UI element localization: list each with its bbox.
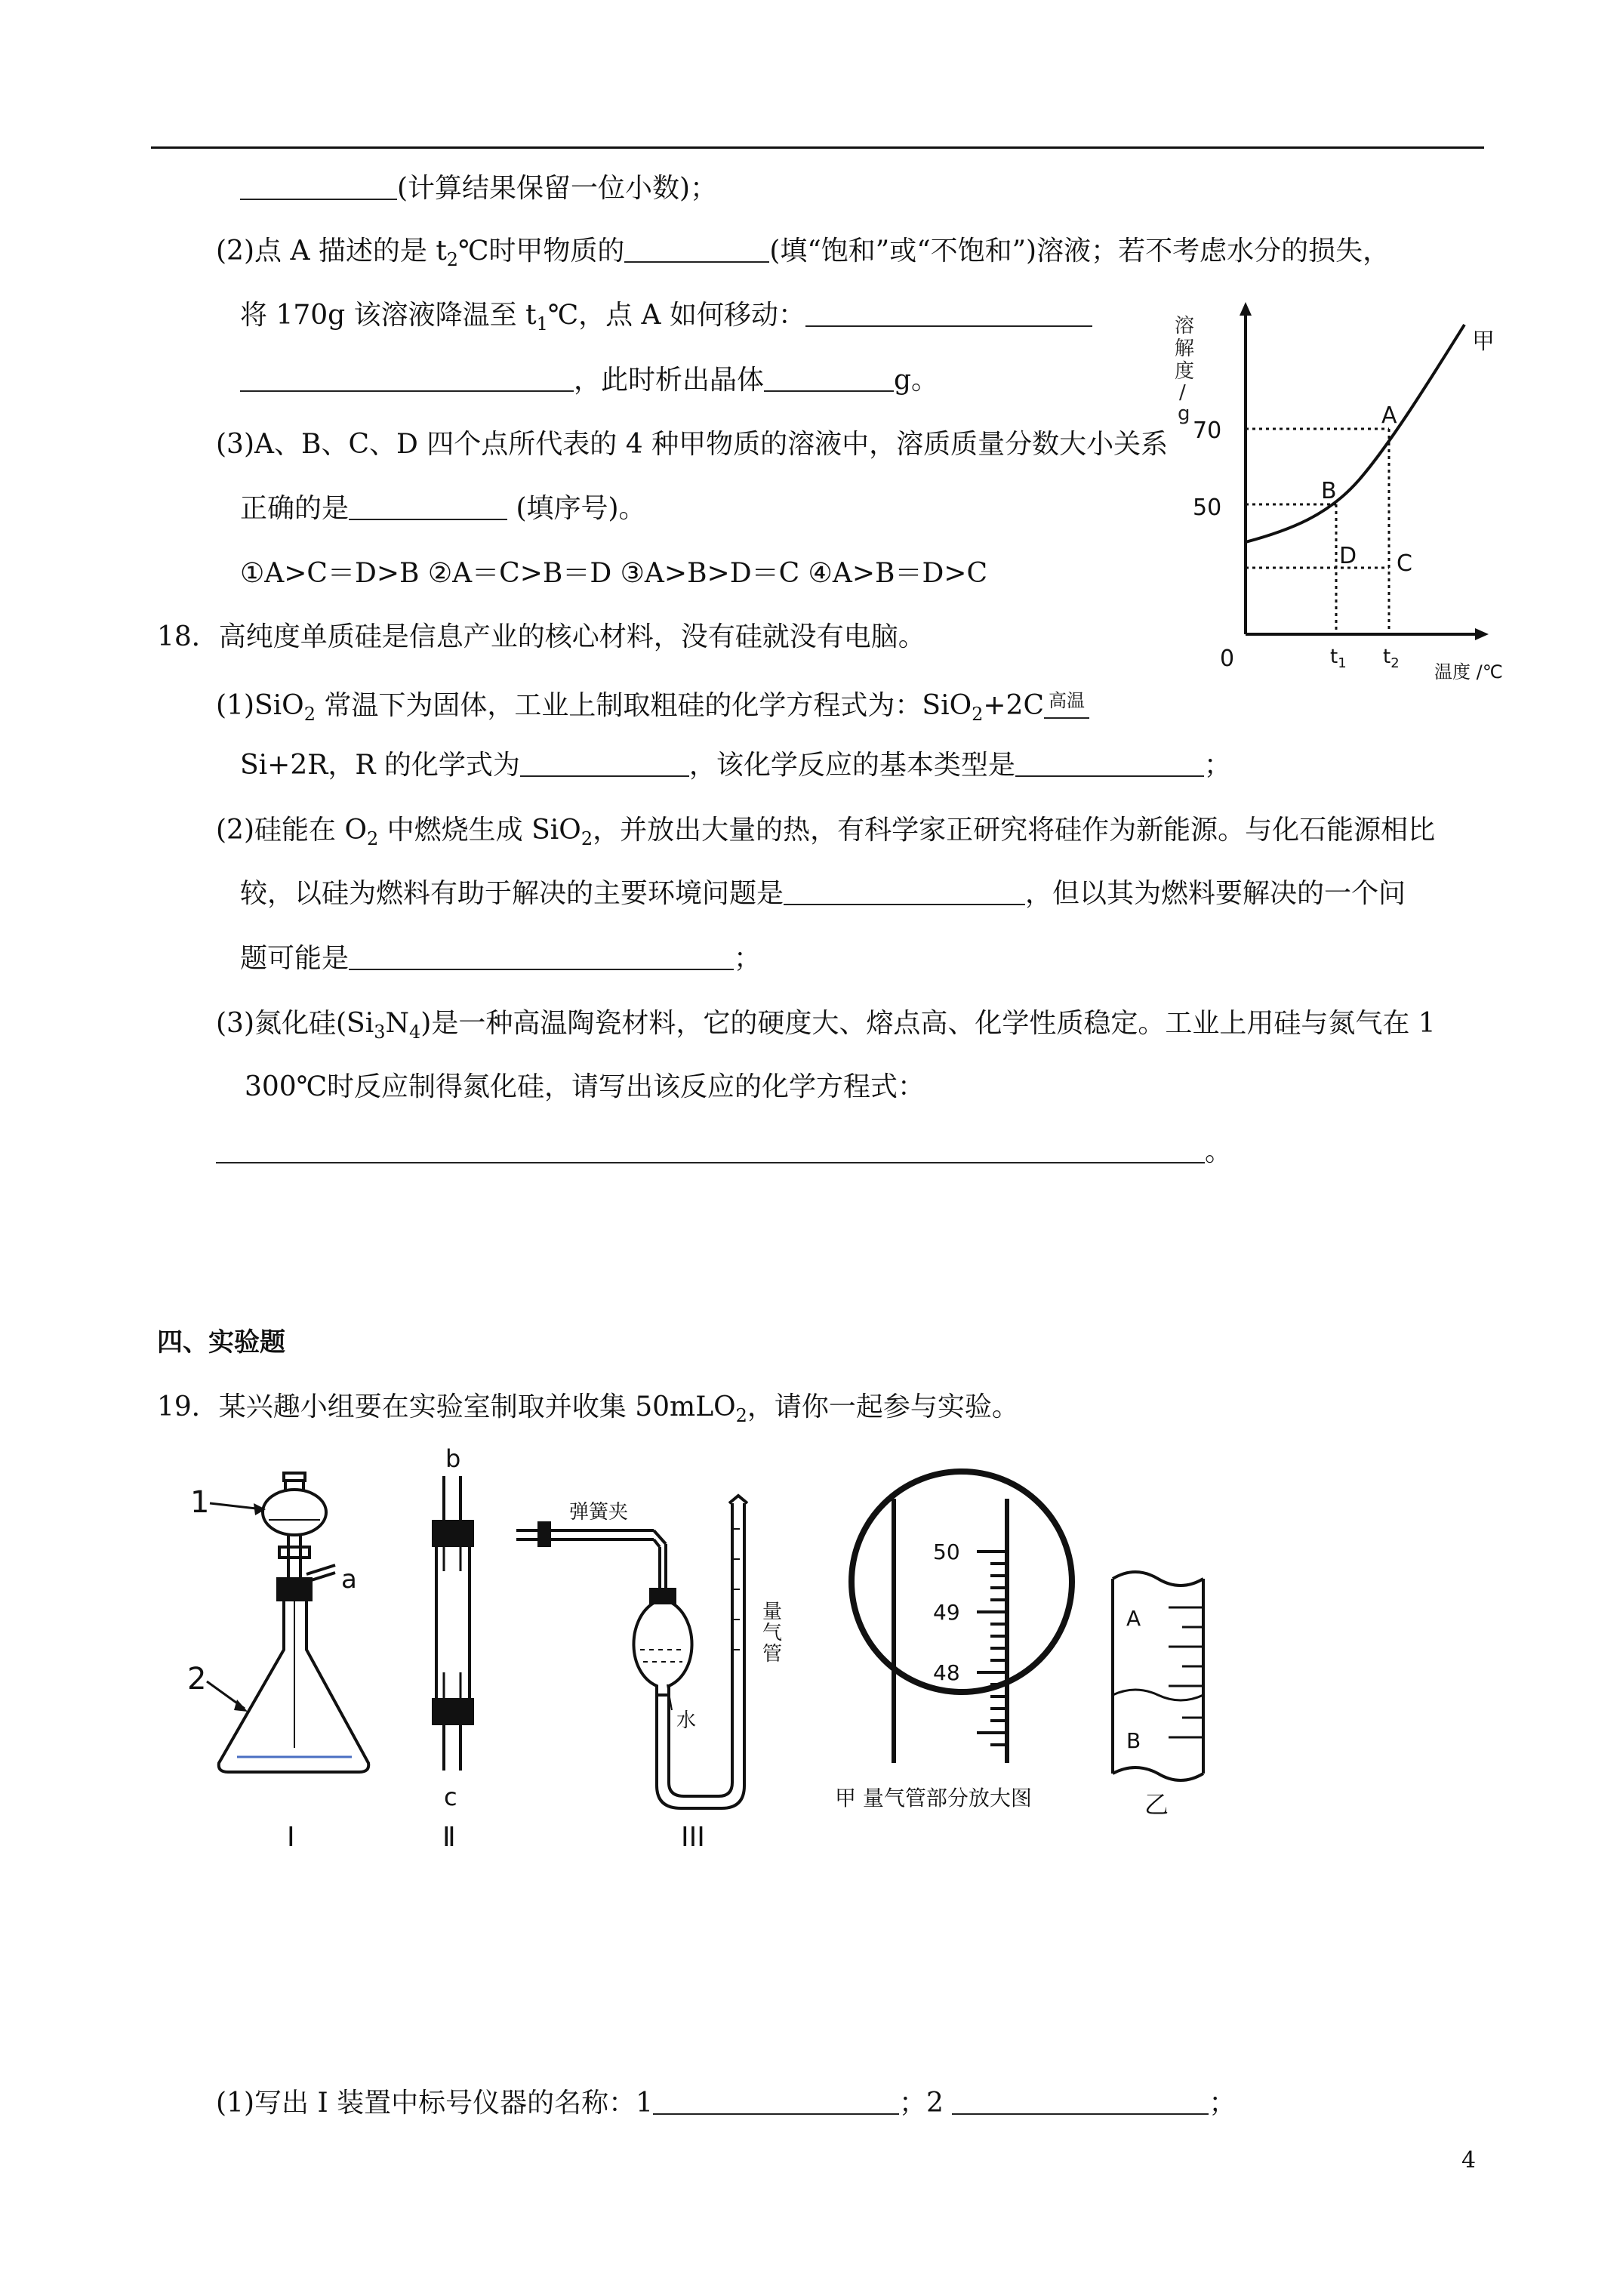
apparatus-iii	[516, 1496, 782, 1853]
x-axis-arrow	[1475, 628, 1489, 640]
q18-part3-line2: 300℃时反应制得氮化硅，请写出该反应的化学方程式：	[245, 1071, 925, 1102]
cylinder-yi	[1113, 1572, 1203, 1819]
q17-part2-line3: ，此时析出晶体 g。	[240, 364, 938, 397]
spring-clip-label: 弹簧夹	[569, 1501, 629, 1524]
y-axis-label-char: 溶	[1175, 315, 1195, 337]
x-axis-label: 温度 /℃	[1434, 661, 1503, 683]
answer-blank[interactable]	[653, 2088, 899, 2115]
point-label-d: D	[1339, 543, 1357, 569]
q18-part1-line2: Si+2R，R 的化学式为 ，该化学反应的基本类型是 ；	[240, 750, 1231, 781]
origin-label: 0	[1220, 646, 1235, 672]
answer-blank[interactable]	[520, 750, 689, 777]
y-tick-label: 70	[1193, 418, 1222, 444]
curve-label: 甲	[1472, 328, 1495, 355]
solubility-graph	[1163, 302, 1540, 695]
apparatus-ii	[433, 1446, 473, 1853]
q17-part3-line1: (3)A、B、C、D 四个点所代表的 4 种甲物质的溶液中，溶质质量分数大小关系	[216, 429, 1169, 460]
page-number: 4	[1461, 2147, 1477, 2174]
q18-part3-answer-line: 。	[216, 1136, 1232, 1169]
apparatus-i	[187, 1473, 368, 1853]
q18-part2-line1: (2)硅能在 $O_2$ 中燃烧生成 SiO$_2$，并放出大量的热，有科学家正研究将硅作为新能源。与化石能源相比	[216, 815, 1436, 849]
answer-blank[interactable]	[764, 365, 894, 392]
y-axis-label-char: 解	[1175, 337, 1195, 360]
q17-part2-line1: (2)点 A 描述的是 $t_2℃$时甲物质的 (填“饱和”或“不饱和”)溶液；若不考虑水分的损失，	[216, 236, 1390, 270]
q18-stem: 18．高纯度单质硅是信息产业的核心材料，没有硅就没有电脑。	[157, 621, 925, 652]
q19-stem: 19．某兴趣小组要在实验室制取并收集 50mLO$_2$，请你一起参与实验。	[157, 1391, 1019, 1426]
y-axis-label-char: 度	[1175, 360, 1195, 383]
roman-3: III	[681, 1822, 705, 1853]
label-a: a	[341, 1564, 357, 1595]
gas-tube-label-char: 量	[762, 1601, 783, 1623]
answer-blank[interactable]	[240, 365, 574, 392]
gas-tube-label	[762, 1601, 782, 1666]
q17-line1: (计算结果保留一位小数)；	[240, 172, 717, 205]
cylinder-label-a: A	[1126, 1606, 1141, 1631]
q18-part2-line3: 题可能是 ；	[240, 943, 762, 974]
gas-tube-label-char: 管	[762, 1643, 783, 1666]
label-2: 2	[187, 1662, 207, 1697]
label-b: b	[445, 1446, 461, 1473]
apparatus-figure	[174, 1446, 1246, 1869]
roman-1: I	[287, 1822, 295, 1853]
answer-blank[interactable]	[1015, 750, 1204, 777]
roman-2: Ⅱ	[442, 1822, 456, 1853]
answer-blank[interactable]	[240, 173, 397, 200]
x-tick-label: $t_2$	[1383, 646, 1400, 671]
answer-blank[interactable]	[349, 493, 507, 520]
header-rule	[151, 146, 1484, 149]
scale-label: 48	[933, 1660, 960, 1685]
label-c: c	[444, 1783, 457, 1811]
point-label-c: C	[1397, 550, 1412, 577]
guide-lines	[1246, 429, 1389, 634]
section-title: 四、实验题	[157, 1327, 285, 1358]
q17-part3-line2: 正确的是 (填序号)。	[240, 493, 646, 524]
answer-blank[interactable]	[624, 236, 769, 263]
solubility-curve	[1246, 325, 1464, 542]
answer-blank[interactable]	[952, 2088, 1209, 2115]
point-label-a: A	[1381, 402, 1397, 429]
q17-options: ①A>C＝D>B ②A＝C>B＝D ③A>B>D＝C ④A>B＝D>C	[240, 558, 988, 589]
scale-label: 50	[933, 1539, 960, 1564]
q18-part3-line1: (3)氮化硅$(Si_3N_4)$是一种高温陶瓷材料，它的硬度大、熔点高、化学性质稳定。工业上用硅与氮气在 1	[216, 1008, 1436, 1043]
y-axis-label-char: /	[1179, 381, 1186, 404]
reaction-condition: 高温	[1044, 684, 1089, 719]
y-axis-label-char: g	[1178, 402, 1190, 425]
label-1: 1	[190, 1485, 210, 1520]
y-tick-label: 50	[1193, 495, 1222, 521]
y-axis-arrow	[1240, 302, 1252, 316]
scale-label: 49	[933, 1600, 960, 1625]
answer-blank[interactable]	[349, 943, 734, 970]
answer-blank[interactable]	[784, 878, 1025, 905]
q18-part1-line1: (1)SiO$_2$ 常温下为固体，工业上制取粗硅的化学方程式为：SiO$_2$+2C 高温	[216, 684, 1089, 731]
magnified-caption: 甲 量气管部分放大图	[835, 1786, 1032, 1811]
answer-blank[interactable]	[216, 1136, 1205, 1163]
x-tick-label: $t_1$	[1330, 646, 1347, 671]
q17-part2-line2: 将 170g 该溶液降温至 $t_1℃$，点 A 如何移动：	[240, 299, 1092, 341]
answer-blank[interactable]	[805, 300, 1092, 327]
cylinder-caption: 乙	[1144, 1790, 1169, 1819]
q19-part1: (1)写出 Ⅰ 装置中标号仪器的名称：1 ；2 ；	[216, 2088, 1236, 2119]
magnified-burette	[835, 1472, 1072, 1811]
cylinder-label-b: B	[1126, 1728, 1141, 1753]
water-label: 水	[676, 1709, 697, 1732]
y-axis-label	[1175, 315, 1194, 425]
point-label-b: B	[1321, 478, 1337, 504]
q18-part2-line2: 较，以硅为燃料有助于解决的主要环境问题是 ，但以其为燃料要解决的一个问	[240, 878, 1406, 909]
gas-tube-label-char: 气	[762, 1622, 783, 1644]
